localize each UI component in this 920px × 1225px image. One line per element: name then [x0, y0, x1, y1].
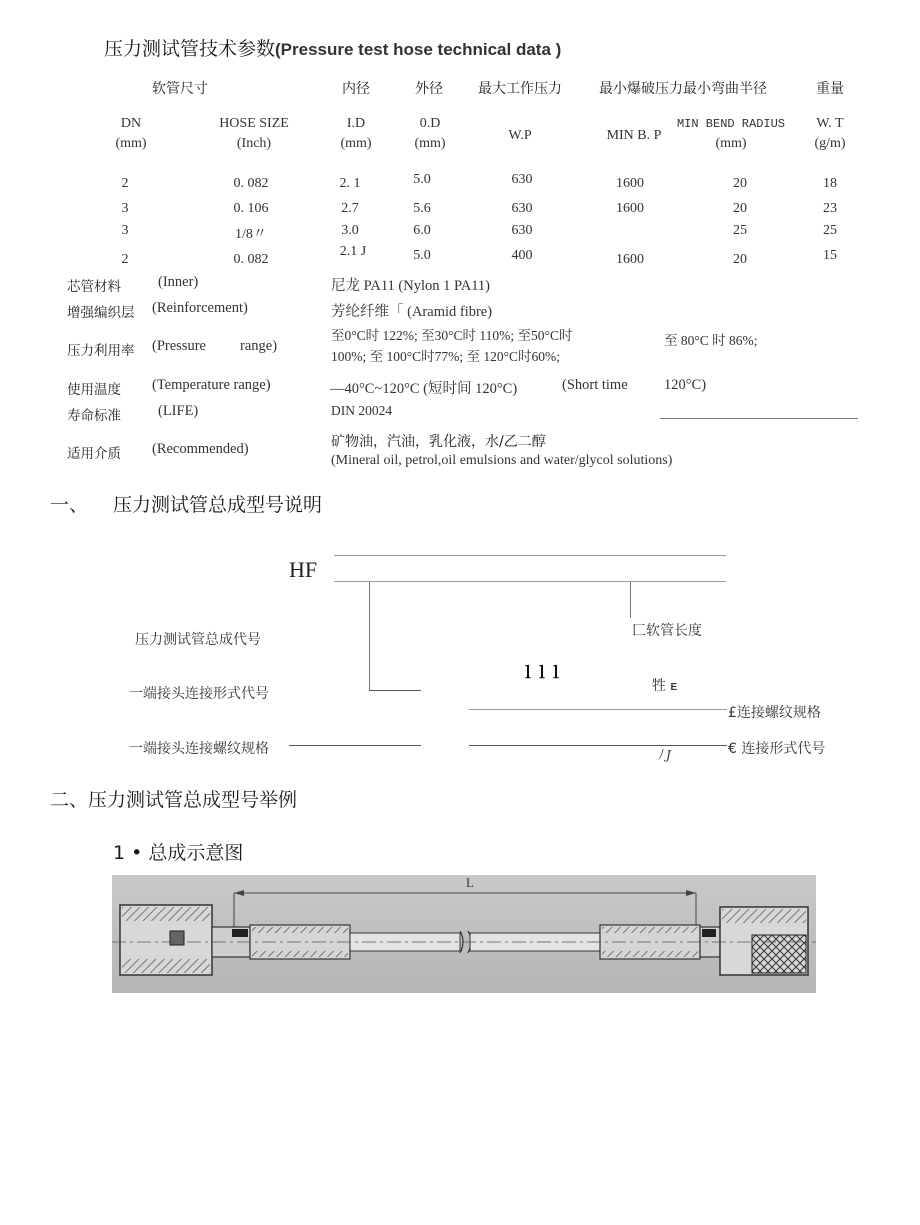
table-cell: 2. 1 [339, 176, 361, 191]
pressure-label-cn: 压力利用率 [67, 343, 135, 359]
table-cell: 5.6 [413, 201, 431, 216]
mark-label: 牲 E [652, 678, 678, 694]
end1-connection-label: 一端接头连接形式代号 [129, 686, 269, 702]
table-cell: 3 [121, 223, 129, 238]
media-label-cn: 适用介质 [67, 446, 121, 462]
section2-subtitle: 1 • 总成示意图 [113, 842, 244, 864]
end1-thread-line [289, 745, 421, 746]
table-cell: 2.7 [341, 201, 359, 216]
header-od-cn: 外径 [415, 81, 443, 97]
table-cell: 20 [733, 201, 747, 216]
header-bp-radius-cn: 最小爆破压力最小弯曲半径 [599, 81, 767, 97]
end2-thread-line [469, 709, 727, 710]
header-wp-cn: 最大工作压力 [478, 81, 562, 97]
header-bend-radius: MIN BEND RADIUS (mm) [676, 117, 786, 151]
table-cell: 20 [733, 176, 747, 191]
header-hose-size-cn: 软管尺寸 [152, 81, 208, 97]
reinforcement-value: 芳纶纤维「 (Aramid fibre) [331, 304, 493, 320]
table-cell: 23 [823, 201, 837, 216]
table-cell: 400 [511, 248, 533, 263]
header-wp: W.P [508, 128, 532, 143]
table-cell: 630 [511, 172, 533, 187]
section1-number: 一、 [50, 494, 89, 516]
inner-value: 尼龙 PA11 (Nylon 1 PA11) [331, 278, 490, 294]
diagram-base-line [334, 581, 726, 582]
garbled-marks: ｌｌｌ [520, 663, 563, 682]
inner-label-cn: 芯管材料 [67, 279, 121, 295]
temperature-label-en: (Temperature range) [152, 377, 271, 393]
header-od: 0.D (mm) [414, 116, 446, 151]
end1-thread-label: 一端接头连接螺纹规格 [129, 741, 269, 757]
dimension-label-l: L [466, 875, 474, 890]
table-cell: 2 [121, 252, 129, 267]
pressure-value-3: 至 80°C 时 86%; [664, 333, 758, 348]
mark-label-2: 丿J [654, 748, 671, 762]
page-title: 压力测试管技术参数(Pressure test hose technical data ) [104, 38, 562, 60]
life-value: DIN 20024 [331, 403, 393, 418]
table-cell: 2.1 J [339, 244, 367, 259]
header-dn: DN (mm) [115, 116, 147, 151]
temperature-value-1: —40°C~120°C (短时间 120°C) [330, 381, 518, 397]
pressure-value-1: 至0°C时 122%; 至30°C时 110%; 至50°C时 [331, 328, 573, 343]
end2-connection-line [469, 745, 727, 746]
table-cell: 3 [121, 201, 129, 216]
header-weight: W. T (g/m) [814, 116, 846, 151]
table-cell: 1/8〃 [235, 227, 267, 242]
pressure-label-en1: (Pressure [152, 338, 206, 354]
hose-length-label: 匚软管长度 [632, 623, 702, 639]
blank-underline [660, 418, 858, 419]
table-cell: 6.0 [413, 223, 431, 238]
section1-title: 压力测试管总成型号说明 [113, 494, 323, 516]
diagram-connector-left [369, 582, 370, 690]
model-code-hf: HF [289, 557, 318, 582]
hose-assembly-drawing [112, 875, 816, 993]
life-label-en: (LIFE) [158, 403, 199, 419]
header-id: I.D (mm) [340, 116, 372, 151]
table-cell: 3.0 [341, 223, 359, 238]
temperature-label-cn: 使用温度 [67, 382, 121, 398]
header-hose-size: HOSE SIZE (Inch) [219, 116, 289, 151]
temperature-value-2: (Short time [562, 377, 628, 393]
end2-thread-label: £连接螺纹规格 [728, 705, 821, 721]
header-weight-cn: 重量 [816, 81, 844, 97]
diagram-top-line [334, 555, 726, 556]
table-cell: 0. 082 [233, 176, 269, 191]
header-bp: MIN B. P [606, 128, 662, 143]
table-cell: 630 [511, 201, 533, 216]
table-cell: 25 [733, 223, 747, 238]
pressure-label-en2: range) [240, 338, 278, 354]
media-label-en: (Recommended) [152, 441, 249, 457]
diagram-connector-right [630, 582, 631, 618]
header-id-cn: 内径 [342, 81, 370, 97]
reinforcement-label-en: (Reinforcement) [152, 300, 248, 316]
table-cell: 5.0 [413, 172, 431, 187]
life-label-cn: 寿命标准 [67, 408, 121, 424]
table-cell: 1600 [616, 252, 644, 267]
table-cell: 25 [823, 223, 837, 238]
media-value-1: 矿物油，汽油，乳化液，水/乙二醇 [331, 434, 546, 450]
inner-label-en: (Inner) [158, 274, 199, 290]
reinforcement-label-cn: 增强编织层 [67, 305, 135, 321]
table-cell: 0. 106 [233, 201, 269, 216]
pressure-value-2: 100%; 至 100°C时77%; 至 120°C时60%; [331, 349, 561, 364]
end2-connection-label: € 连接形式代号 [728, 741, 826, 757]
table-cell: 5.0 [413, 248, 431, 263]
section2-title: 二、压力测试管总成型号举例 [50, 789, 298, 811]
table-cell: 2 [121, 176, 129, 191]
table-cell: 630 [511, 223, 533, 238]
table-cell: 20 [733, 252, 747, 267]
table-cell: 1600 [616, 201, 644, 216]
assembly-code-label: 压力测试管总成代号 [135, 632, 261, 648]
temperature-value-3: 120°C) [664, 377, 707, 393]
diagram-connector-left-foot [369, 690, 421, 691]
table-cell: 18 [823, 176, 837, 191]
table-cell: 1600 [616, 176, 644, 191]
table-cell: 15 [823, 248, 837, 263]
media-value-2: (Mineral oil, petrol,oil emulsions and water/glycol solutions) [331, 453, 673, 468]
table-cell: 0. 082 [233, 252, 269, 267]
